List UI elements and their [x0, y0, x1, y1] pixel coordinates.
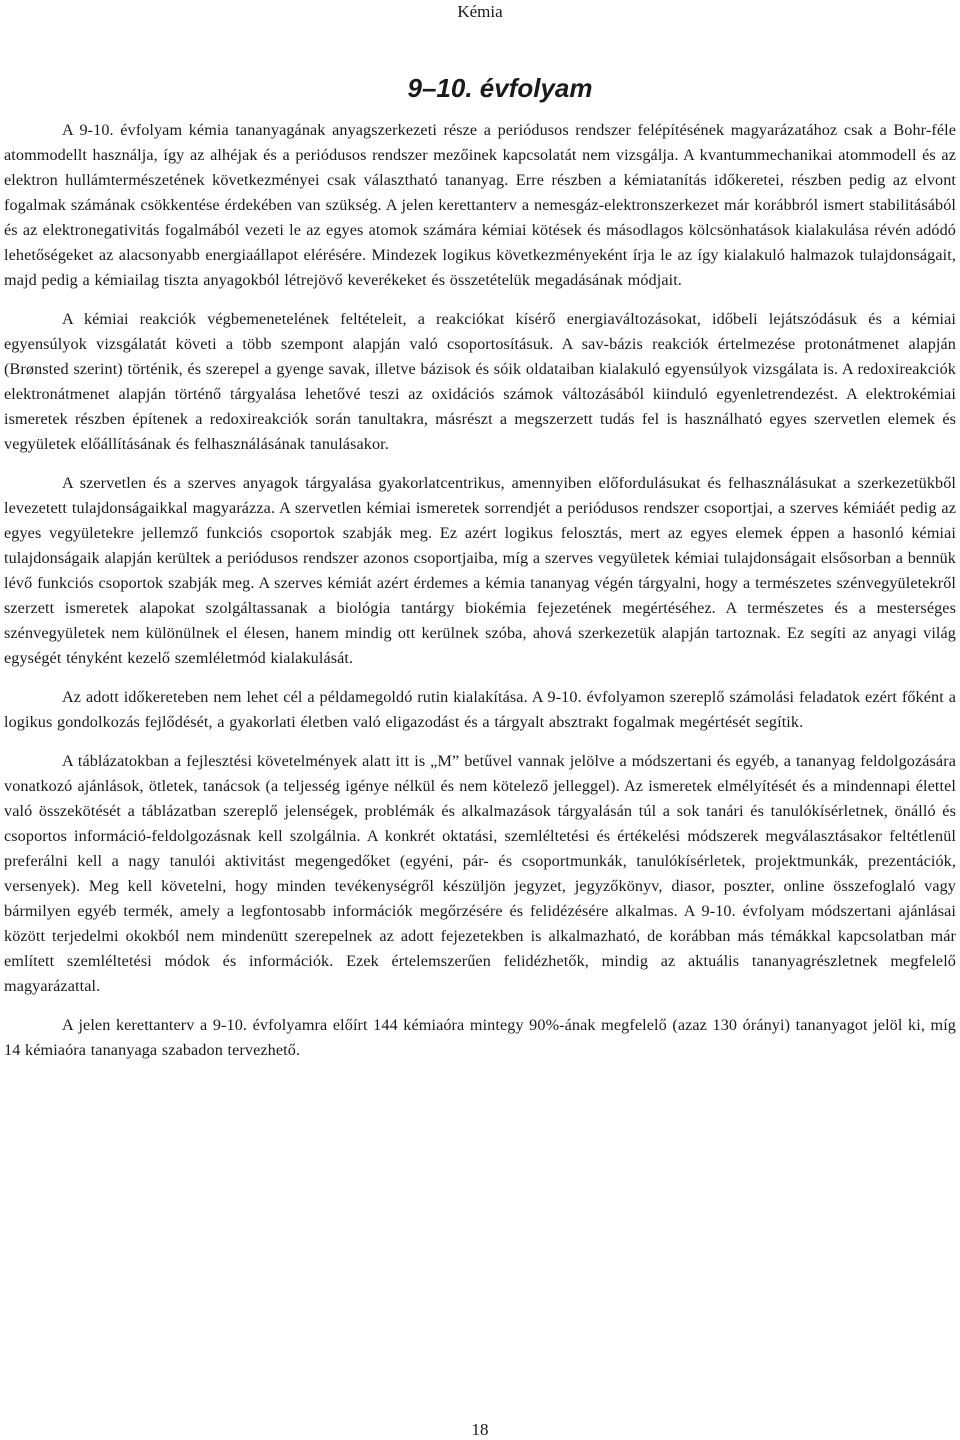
paragraph-4: Az adott időkereteben nem lehet cél a példamegoldó rutin kialakítása. A 9-10. évfolyamon szereplő számolási feladatok ezért főként a logikus gondolkozás fejlődését, a gyakorlati életben való eligazodást és a tárgyalt absztrakt fogalmak megértését segítik.	[4, 688, 956, 731]
paragraph-5: A táblázatokban a fejlesztési követelmények alatt itt is „M” betűvel vannak jelölve a módszertani és egyéb, a tananyag feldolgozására vonatkozó ajánlások, ötletek, tanácsok (a teljesség igénye nélkül és nem kötelező jelleggel). Az ismeretek elmélyítését és a mindennapi élettel való összekötését a táblázatban szereplő jelenségek, problémák és alkalmazások tárgyalásán túl a sok tanári és tanulókísérletnek, önálló és csoportos információ-feldolgozásnak kell szolgálnia. A konkrét oktatási, szemléltetési és értékelési módszerek megválasztásakor feltétlenül preferálni kell a nagy tanulói aktivitást megengedőket (egyéni, pár- és csoportmunkák, tanulókísérletek, projektmunkák, prezentációk, versenyek). Meg kell követelni, hogy minden tevékenységről készüljön jegyzet, jegyzőkönyv, diasor, poszter, online összefoglaló vagy bármilyen egyéb termék, amely a legfontosabb információk megőrzésére és felidézésére alkalmas. A 9-10. évfolyam módszertani ajánlásai között terjedelmi okokból nem mindenütt szerepelnek az adott fejezetekben is alkalmazható, de korábban más témákkal kapcsolatban már említett szemléltetési módok és információk. Ezek értelemszerűen felidézhetők, mindig az aktuális tananyagrészletnek megfelelő magyarázattal.	[4, 752, 956, 995]
paragraph-6: A jelen kerettanterv a 9-10. évfolyamra előírt 144 kémiaóra mintegy 90%-ának megfelelő (azaz 130 órányi) tananyagot jelöl ki, míg 14 kémiaóra tananyaga szabadon tervezhető.	[4, 1016, 956, 1059]
body-text	[4, 118, 956, 1077]
page-number: 18	[471, 1420, 489, 1439]
paragraph-3: A szervetlen és a szerves anyagok tárgyalása gyakorlatcentrikus, amennyiben előfordulásukat és felhasználásukat a szerkezetükből levezetett tulajdonságaikkal magyarázza. A szervetlen kémiai ismeretek sorrendjét a periódusos rendszer csoportjai, a szerves kémiáét pedig az egyes vegyületekre jellemző funkciós csoportok szabják meg. Ez azért logikus felosztás, mert az egyes elemek éppen a hasonló kémiai tulajdonságaik alapján kerültek a periódusos rendszer azonos csoportjaiba, míg a szerves vegyületek kémiai tulajdonságait elsősorban a bennük lévő funkciós csoportok szabják meg. A szerves kémiát azért érdemes a kémia tananyag végén tárgyalni, hogy a természetes szénvegyületekről szerzett ismeretek alapokat szolgáltassanak a biológia tantárgy biokémia fejezetének megértéséhez. A természetes és a mesterséges szénvegyületek nem különülnek el élesen, hanem mindig ott kerülnek szóba, ahová szerkezetük alapján tartoznak. Ez segíti az anyagi világ egységét tényként kezelő szemléletmód kialakulását.	[4, 474, 956, 667]
running-header: Kémia	[457, 2, 503, 21]
section-title: 9–10. évfolyam	[407, 73, 593, 103]
paragraph-2: A kémiai reakciók végbemenetelének feltételeit, a reakciókat kísérő energiaváltozásokat, időbeli lejátszódásuk és a kémiai egyensúlyok vizsgálatát követi a több szempont alapján való csoportosításuk. A sav-bázis reakciók értelmezése protonátmenet alapján (Brønsted szerint) történik, és szerepel a gyenge savak, illetve bázisok és sóik oldataiban kialakuló egyensúlyok vizsgálata is. A redoxireakciók elektronátmenet alapján történő tárgyalása lehetővé teszi az oxidációs számok változásából kiinduló egyenletrendezést. A elektrokémiai ismeretek részben építenek a redoxireakciók során tanultakra, másrészt a megszerzett tudás fel is használható egyes szervetlen elemek és vegyületek előállításának és felhasználásának tanulásakor.	[4, 310, 956, 453]
paragraph-1: A 9-10. évfolyam kémia tananyagának anyagszerkezeti része a periódusos rendszer felépítésének magyarázatához csak a Bohr-féle atommodellt használja, így az alhéjak és a periódusos rendszer mezőinek kapcsolatát nem vizsgálja. A kvantummechanikai atommodell és az elektron hullámtermészetének következményei csak választható tananyag. Erre részben a kémiatanítás időkeretei, részben pedig az elvont fogalmak számának csökkentése érdekében van szükség. A jelen kerettanterv a nemesgáz-elektronszerkezet már korábbról ismert stabilitásából és az elektronegativitás fogalmából vezeti le az egyes atomok számára kémiai kötések és másodlagos kölcsönhatások kialakulása révén adódó lehetőségeket az alacsonyabb energiaállapot elérésére. Mindezek logikus következményeként írja le az így kialakuló halmazok tulajdonságait, majd pedig a kémiailag tiszta anyagokból létrejövő keverékeket és összetételük megadásának módjait.	[4, 121, 956, 289]
